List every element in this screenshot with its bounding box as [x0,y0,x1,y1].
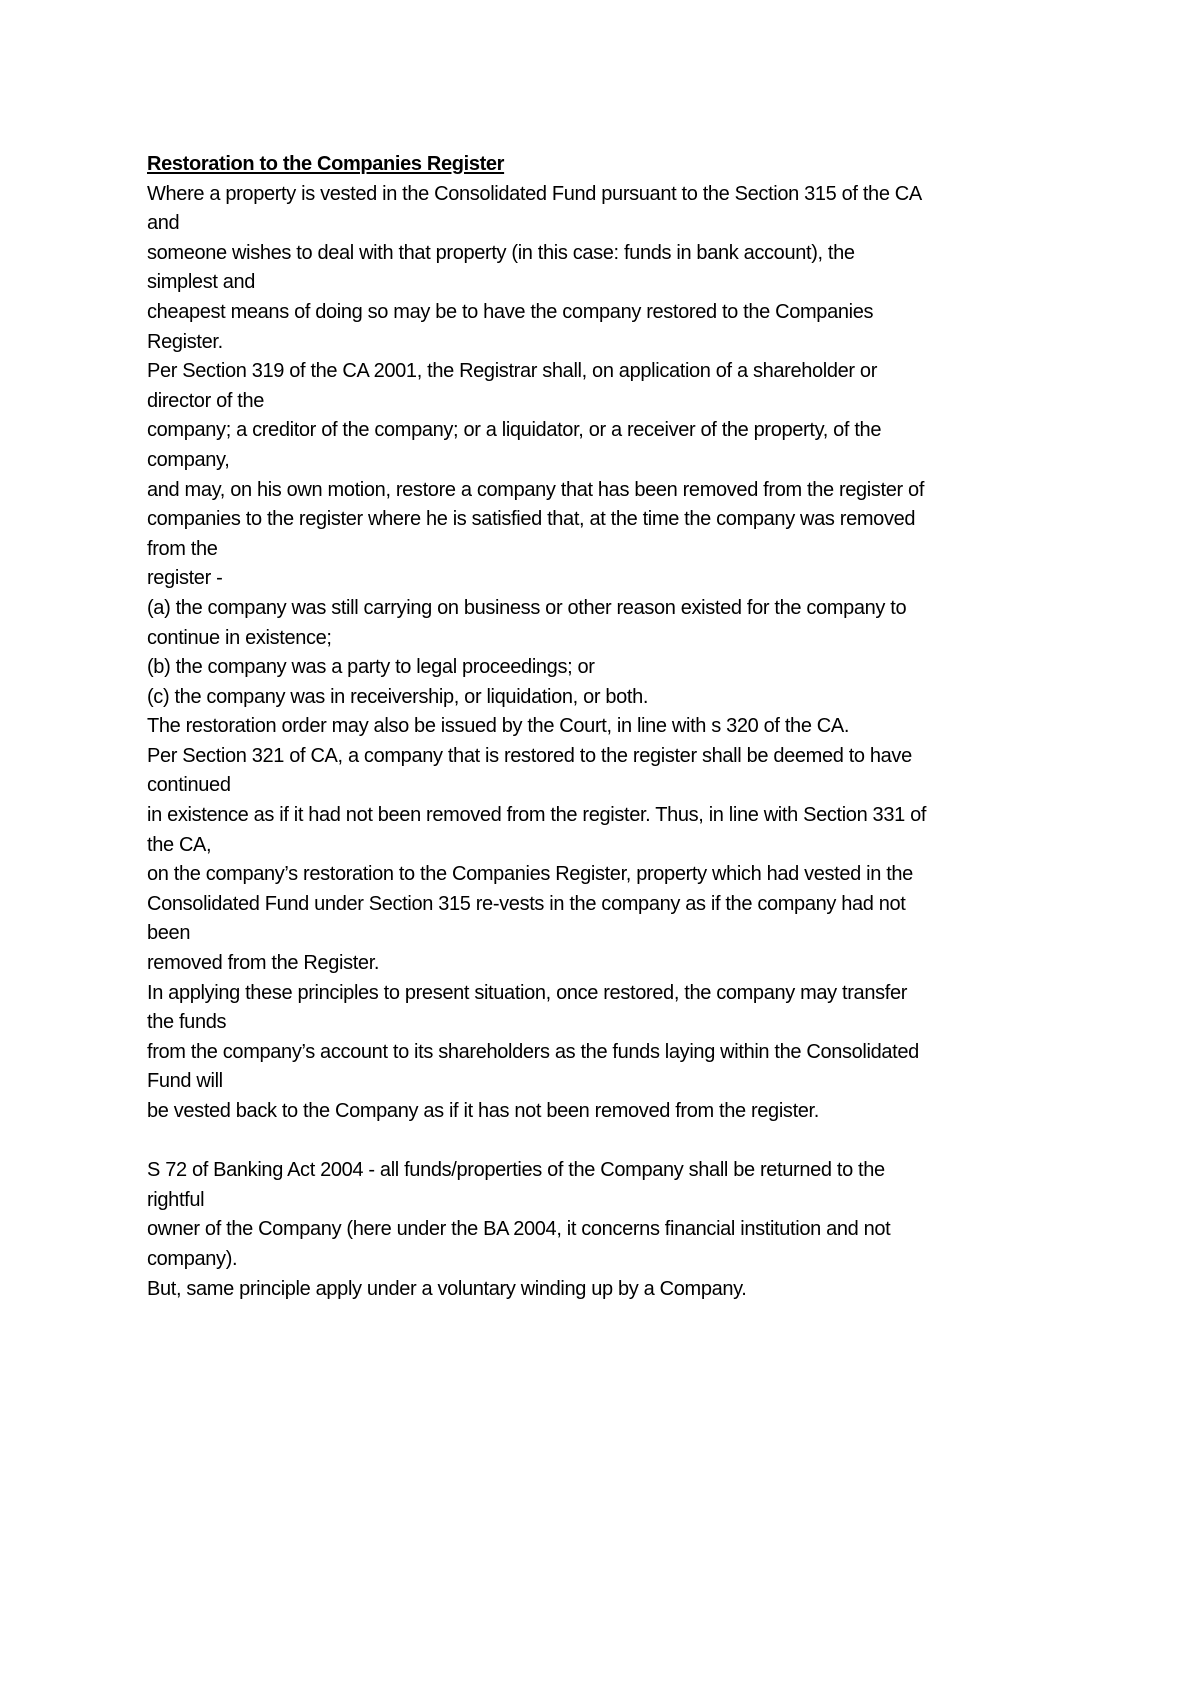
text-line: company, [147,448,230,471]
text-line: In applying these principles to present situation, once restored, the company may transfer [147,981,908,1004]
text-line: (a) the company was still carrying on business or other reason existed for the company to [147,596,907,619]
text-line: on the company’s restoration to the Companies Register, property which had vested in the [147,863,913,886]
text-line: company; a creditor of the company; or a liquidator, or a receiver of the property, of the [147,419,882,442]
text-line: company). [147,1247,238,1270]
text-line: been [147,922,191,945]
text-line: continue in existence; [147,626,332,649]
text-line: rightful [147,1188,205,1211]
document-title: Restoration to the Companies Register [147,153,505,175]
text-line: the funds [147,1011,227,1034]
text-line: someone wishes to deal with that property (in this case: funds in bank account), the [147,241,855,264]
text-line: The restoration order may also be issued by the Court, in line with s 320 of the CA. [147,715,850,738]
text-line: simplest and [147,271,256,294]
text-line: continued [147,774,231,797]
text-line: removed from the Register. [147,952,380,975]
text-line: (c) the company was in receivership, or liquidation, or both. [147,685,649,708]
text-line: from the [147,537,218,560]
text-line: in existence as if it had not been removed from the register. Thus, in line with Section 331 of [147,804,927,827]
paragraph-spacer [147,1127,1067,1157]
text-line: Fund will [147,1070,223,1093]
text-line: from the company’s account to its shareholders as the funds laying within the Consolidated [147,1040,919,1063]
text-line: Consolidated Fund under Section 315 re-vests in the company as if the company had not [147,892,906,915]
text-line: and may, on his own motion, restore a company that has been removed from the register of [147,478,925,501]
section-banking-act [147,1156,1067,1304]
text-line: be vested back to the Company as if it has not been removed from the register. [147,1100,819,1122]
text-line: director of the [147,389,265,412]
text-line: register - [147,567,223,590]
text-line: Where a property is vested in the Consolidated Fund pursuant to the Section 315 of the CA [147,182,922,205]
text-line: Per Section 319 of the CA 2001, the Registrar shall, on application of a shareholder or [147,360,878,383]
document-body [147,150,1067,1304]
text-line: owner of the Company (here under the BA 2004, it concerns financial institution and not [147,1218,891,1241]
text-line: But, same principle apply under a voluntary winding up by a Company. [147,1277,747,1300]
text-line: the CA, [147,833,212,856]
section-restoration [147,180,1067,1127]
text-line: (b) the company was a party to legal proceedings; or [147,656,595,679]
text-line: cheapest means of doing so may be to have the company restored to the Companies [147,300,874,323]
text-line: Register. [147,330,223,353]
text-line: and [147,212,180,235]
text-line: Per Section 321 of CA, a company that is restored to the register shall be deemed to have [147,744,912,767]
text-line: companies to the register where he is satisfied that, at the time the company was removed [147,508,916,531]
text-line: S 72 of Banking Act 2004 - all funds/properties of the Company shall be returned to the [147,1159,885,1182]
